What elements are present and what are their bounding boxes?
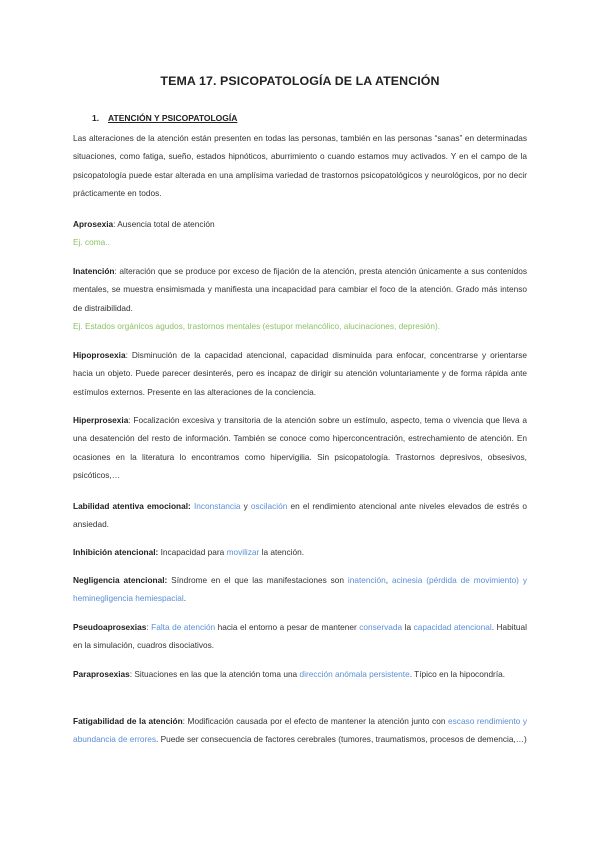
text-segment: la — [402, 622, 414, 632]
text-segment: : — [146, 622, 152, 632]
inhibicion-entry — [73, 543, 527, 561]
pseudoaprosexias-term: Pseudoaprosexias — [73, 622, 147, 632]
inatencion-definition: : alteración que se produce por exceso de fijación de la atención, presta atención únicamente a sus contenidos mentales, se muestra ensimismada y manifiesta una incapacidad para cambiar el foco de la atención. Grado más intenso de distraibilidad. — [73, 266, 527, 313]
hiperprosexia-definition: : Focalización excesiva y transitoria de la atención sobre un estímulo, aspecto, tema o vivencia que lleva a una desatención del resto de información. También se conoce como hiperconcentración, estrechamiento de atención. En ocasiones en la literatura lo encontramos como hipervigilia. Sin psicopatología. Trastornos depresivos, obsesivos, psicóticos,… — [73, 415, 527, 481]
highlight-capacidad-atencional: capacidad atencional — [413, 622, 492, 632]
paraprosexias-term: Paraprosexias — [73, 669, 130, 679]
highlight-movilizar: movilizar — [226, 547, 260, 557]
page-title: TEMA 17. PSICOPATOLOGÍA DE LA ATENCIÓN — [160, 74, 440, 88]
hiperprosexia-term: Hiperprosexia — [73, 415, 129, 425]
aprosexia-definition: : Ausencia total de atención — [113, 219, 215, 229]
text-segment: . Puede ser consecuencia de factores cerebrales (tumores, traumatismos, procesos de demencia,…) — [156, 734, 527, 745]
negligencia-term: Negligencia atencional: — [73, 575, 168, 585]
inhibicion-term: Inhibición atencional: — [73, 547, 159, 557]
negligencia-entry — [73, 571, 527, 608]
text-segment: Incapacidad para — [158, 547, 227, 557]
fatigabilidad-term: Fatigabilidad de la atención — [73, 716, 183, 726]
section-heading — [92, 113, 237, 123]
hipoprosexia-definition: : Disminución de la capacidad atencional, capacidad disminuida para enfocar, concentrarse y orientarse hacia un objeto. Puede parecer desinterés, pero es incapaz de dirigir su atención voluntariamente y de forma rápida ante estímulos externos. Presente en las alteraciones de la conciencia. — [73, 350, 527, 397]
highlight-direccion-anomala: dirección anómala persistente — [299, 669, 410, 679]
text-segment: la atención. — [259, 547, 305, 557]
aprosexia-term: Aprosexia — [73, 219, 114, 229]
text-segment: : Modificación causada por el efecto de mantener la atención junto con — [182, 716, 449, 726]
text-segment: . — [183, 593, 187, 604]
inatencion-term: Inatención — [73, 266, 115, 276]
text-segment: hacia el entorno a pesar de mantener — [215, 622, 360, 632]
paraprosexias-entry — [73, 665, 527, 683]
intro-paragraph: Las alteraciones de la atención están presenten en todas las personas, también en las personas “sanas” en determinadas situaciones, como fatiga, sueño, estados hipnóticos, aburrimiento o cuando estamos muy activados. Y en el campo de la psicopatología puede estar alterada en una amplísima variedad de trastornos psicopatológicos y neurológicos, por no decir prácticamente en todos. — [73, 133, 527, 199]
highlight-oscilacion: oscilación — [250, 501, 288, 511]
labilidad-entry — [73, 497, 527, 534]
highlight-escaso-rendimiento: escaso rendimiento y abundancia de errores — [73, 716, 527, 745]
highlight-inconstancia: Inconstancia — [193, 501, 241, 511]
hipoprosexia-entry — [73, 346, 527, 401]
hipoprosexia-term: Hipoprosexia — [73, 350, 126, 360]
highlight-inatencion: inatención — [347, 575, 386, 585]
text-segment: . Típico en la hipocondría. — [409, 669, 506, 679]
text-segment: en el rendimiento atencional ante niveles elevados de estrés o ansiedad. — [73, 501, 528, 530]
text-segment: . Habitual en la simulación, cuadros disociativos. — [73, 622, 527, 651]
fatigabilidad-entry — [73, 712, 527, 749]
pseudoaprosexias-entry — [73, 618, 527, 655]
hiperprosexia-entry — [73, 411, 527, 485]
aprosexia-entry — [73, 215, 527, 252]
highlight-acinesia: acinesia (pérdida de movimiento) y heminegligencia hemiespacial — [73, 575, 527, 604]
highlight-falta-de-atencion: Falta de atención — [151, 622, 216, 632]
section-number: 1. — [92, 113, 100, 123]
text-segment: Síndrome en el que las manifestaciones son — [167, 575, 348, 585]
text-segment: : Situaciones en las que la atención toma una — [129, 669, 300, 679]
labilidad-term: Labilidad atentiva emocional: — [73, 501, 191, 511]
text-segment: , — [385, 575, 392, 585]
section-label: ATENCIÓN Y PSICOPATOLOGÍA — [108, 113, 238, 123]
inatencion-entry — [73, 262, 527, 336]
highlight-conservada: conservada — [359, 622, 403, 632]
aprosexia-example: Ej. coma.. — [73, 237, 110, 248]
text-segment: y — [240, 501, 251, 511]
inatencion-example: Ej. Estados orgánicos agudos, trastornos mentales (estupor melancólico, alucinaciones, depresión). — [73, 321, 441, 332]
